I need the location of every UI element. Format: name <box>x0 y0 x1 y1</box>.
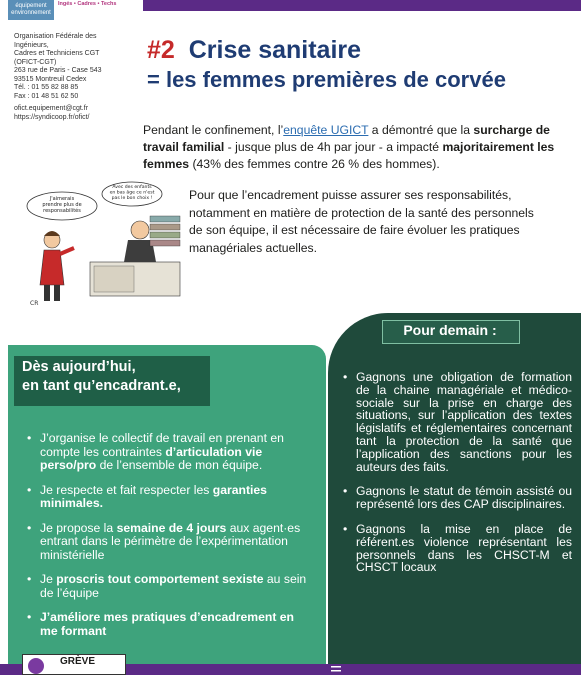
menu-icon <box>330 664 342 675</box>
intro-text: a démontré que la <box>368 123 474 137</box>
intro-bold: surcharge de travail familial <box>143 123 550 154</box>
issue-number: #2 <box>147 36 175 64</box>
cartoon-illustration <box>0 180 186 310</box>
org-address <box>14 33 134 122</box>
list-item: • Gagnons une obligation de formation de la chaine managériale et médico-sociale sur la prise en charge des situations, sur l’application des textes législatifs et réglementaires concernant tant la protection de la santé que l’application des sanctions pour les auteurs des faits. <box>338 371 572 473</box>
org-line: (OFICT-CGT) <box>14 58 57 66</box>
strike-icon <box>28 658 44 674</box>
list-item: • J’organise le collectif de travail en prenant en compte les contraintes d’articulation vie perso/pro de l’ensemble de mon équipe. <box>18 432 314 473</box>
svg-text:Avec des enfantsen bas âge ce: Avec des enfants en bas âge ce n'est pas le bon choix ! <box>109 185 155 201</box>
logo-text-2: environnement <box>11 10 51 16</box>
org-line: Organisation Fédérale des <box>14 33 97 40</box>
org-line: Tél. : 01 55 82 88 85 <box>14 84 79 91</box>
org-line: 93515 Montreuil Cedex <box>14 75 87 83</box>
list-item: • Gagnons le statut de témoin assisté ou représenté lors des CAP disciplinaires. <box>338 485 572 511</box>
header-bar <box>143 0 581 11</box>
org-line: 263 rue de Paris - Case 543 <box>14 67 102 74</box>
page-title <box>147 36 361 65</box>
intro-text: (43% des femmes contre 26 % des hommes). <box>189 157 440 171</box>
logo-tagline: Ingés • Cadres • Techs <box>58 1 117 7</box>
illustration-signature: CR <box>30 300 39 307</box>
org-line: Ingénieurs, <box>14 41 49 49</box>
org-website[interactable]: https://syndicoop.fr/ofict/ <box>14 113 90 121</box>
today-heading <box>22 358 222 396</box>
strike-label: GRÈVE <box>60 656 96 667</box>
today-heading-line1: Dès aujourd’hui, <box>22 359 136 375</box>
today-list <box>18 432 314 649</box>
title-main: Crise sanitaire <box>188 36 362 64</box>
survey-link[interactable]: enquête UGICT <box>283 123 369 137</box>
page-subtitle: = les femmes premières de corvée <box>147 67 506 92</box>
today-heading-line2: en tant qu’encadrant.e, <box>22 378 181 394</box>
list-item: • Gagnons la mise en place de référent.es violence représentant les personnels dans les CHSCT-M et CHSCT locaux <box>338 523 572 574</box>
intro-bold: majoritairement les femmes <box>143 140 555 171</box>
intro-paragraph <box>143 122 575 173</box>
svg-text:J'aimeraisprendre plus derespo: J'aimerais prendre plus de responsabilités <box>42 196 82 214</box>
list-item: • Je propose la semaine de 4 jours aux agent·es entrant dans le périmètre de l’expérimentation ministérielle <box>18 522 314 563</box>
list-item: • Je proscris tout comportement sexiste au sein de l’équipe <box>18 573 314 600</box>
org-line: Cadres et Techniciens CGT <box>14 50 100 57</box>
tomorrow-heading: Pour demain : <box>403 322 497 338</box>
union-logo <box>8 0 54 20</box>
context-paragraph: Pour que l’encadrement puisse assurer ses responsabilités, notamment en matière de protection de la santé des personnels de son équipe, il est nécessaire de faire évoluer les pratiques managériales actuelles. <box>189 188 534 255</box>
tomorrow-list <box>338 371 572 586</box>
list-item: • J’améliore mes pratiques d’encadrement en me formant <box>18 611 314 638</box>
intro-text: - jusque plus de 4h par jour - a impacté <box>224 140 443 154</box>
org-email[interactable]: ofict.equipement@cgt.fr <box>14 105 89 112</box>
list-item: • Je respecte et fait respecter les garanties minimales. <box>18 484 314 511</box>
intro-text: Pendant le confinement, l’ <box>143 123 284 137</box>
org-line: Fax : 01 48 51 62 50 <box>14 92 79 100</box>
logo-text-1: équipement <box>15 3 47 9</box>
